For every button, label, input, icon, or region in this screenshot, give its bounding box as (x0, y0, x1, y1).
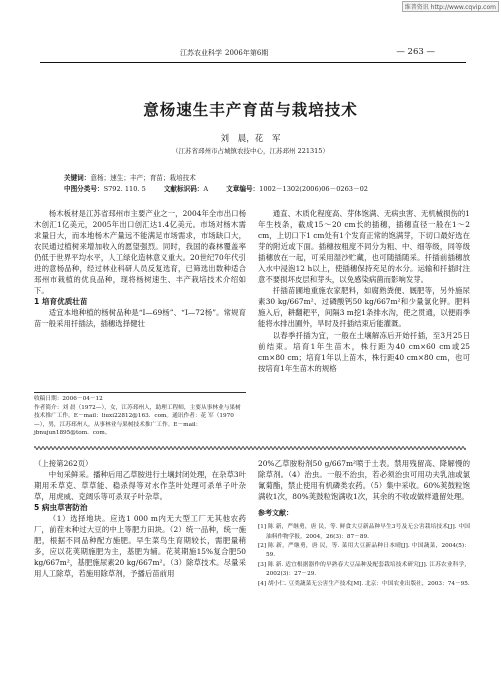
authors: 刘 晨，花 军 (220, 134, 281, 144)
section-1-paragraph: 适宜本地种植的杨树品种是“I—69杨”、“I—72杨”。常规育苗一般采用扦插法，插穗选择健壮 (34, 308, 246, 329)
left-column-bottom (34, 458, 246, 580)
page-number: — 263 — (396, 47, 435, 57)
keywords-block (64, 173, 368, 195)
clc-value: S792. 110. 5 (103, 185, 146, 193)
clc-label: 中图分类号： (64, 185, 104, 193)
reference-item: [2] 陈 新，严继勇，唐 民，等. 菜用大豆新品种日本晴[J]. 中国蔬菜，2004(5)：59. (258, 543, 470, 559)
author-bio: 作者简介：刘 晨（1972—），女，江苏邳州人，助理工程师，主要从事林业与果树技术推广工作。E－mail：liuxi22812@163．com。通讯作者：花 军（1970—），男，江苏邳州人，从事林业与果树技术推广工作。E－mail：jbnujun1895@tom．com。 (34, 404, 241, 437)
keywords-line (64, 173, 368, 184)
article-number-value: 1002－1302(2006)06－0263－02 (259, 185, 368, 193)
watermark: 维普资讯 http://www.cqvip.com (402, 1, 499, 12)
right-continued-paragraph: 20%乙草胺粉剂50 g/667m²喷于土表。禁用残留高、降解慢的除草剂。（4）治虫。一般不治虫，若必须治虫可用功夫乳油或氯氰菊酯，禁止使用有机磷类农药。（5）集中采收。60%荚鼓粒饱满收1次，80%荚鼓粒饱满收1次，其余的不收或做样遗留处理。 (258, 459, 470, 502)
issue-number: 2006年第6期 (225, 49, 269, 57)
keywords-label: 关键词： (64, 174, 91, 182)
received-date: 收稿日期：2006－04－12 (34, 396, 103, 402)
continued-paragraph: 中旬采鲜采。播种后用乙草胺进行土壤封闭处理，在杂草3叶期用禾草克、草草能、稳杀得等对水作茎叶处理可杀单子叶杂草，用虎威、克阔乐等可杀双子叶杂草。 (34, 470, 246, 502)
reference-item: [3] 陈 新. 适宜根据器作的早熟春大豆品种及配套栽培技术研究[J]. 江苏农业科学，2002(3)：27－29. (258, 561, 470, 578)
footnote-rule (34, 392, 246, 393)
intro-paragraph: 杨木板材是江苏省邳州市主要产业之一，2004年全市出口杨木创汇1亿美元，2005年出口创汇达1.4亿美元。市场对杨木需求量日大，而本地杨木产量远不能满足市场需求，市场缺口大，农民通过植树来增加收入的愿望强烈。同时，我国的森林覆盖率仍低于世界平均水平，人工绿化造林意义重大。20世纪70年代引进的意杨品种，经过林业科研人员反复选育，已筛选出数种适合邳州市栽植的优良品种，现将杨树速生、丰产栽培技术介绍如下。 (34, 209, 246, 296)
right-paragraph-2: 扦插苗圃地重施农家肥料，如腐熟粪便、厩肥等，另外施尿素30 kg/667m²、过磷酸钙50 kg/667m²和少量氯化钾。肥料施入后，耕翻耙平，间隔3 m挖1条排水沟，使之贯通，以便雨季能将水排出圃外，旱时及扦插结束后能灌溉。 (258, 286, 470, 329)
right-paragraph-1: 通直、木质化程度高、芽体饱满、无病虫害、无机械损伤的1年生枝条，截成15～20 cm长的插穗，插穗直径一般在1～2 cm，上切口下1 cm处有1个发育正常的饱满芽，下切口最好选在芽的附近或下面。插穗按粗度不同分为粗、中、细等级，同等级插穗放在一起，可采用湿沙贮藏，也可随插随采。扦插前插穗放入水中浸泡12 h以上，使插穗保持充足的水分。运输和扦插时注意不要损坏皮层和芽头，以免感染病菌而影响发芽。 (258, 209, 470, 285)
journal-name: 江苏农业科学 (180, 49, 222, 57)
footnote (34, 395, 246, 438)
wavy-separator (34, 445, 466, 451)
doc-code-value: A (203, 185, 209, 193)
right-column-bottom (258, 458, 470, 589)
section-5-heading: 5 病虫草害防治 (34, 503, 88, 513)
continued-from: （上接第262页） (34, 459, 93, 468)
article-title: 意杨速生丰产育苗与栽培技术 (143, 100, 358, 119)
references-list (258, 523, 470, 589)
affiliation: （江苏省邳州市占城镇农技中心，江苏邳州 221315） (172, 147, 329, 155)
keywords-text: 意杨；速生；丰产；育苗；栽培技术 (90, 174, 196, 182)
section-5-paragraph: （1）选择地块。应选1 000 m内无大型工厂无其他农药厂，前茬未种过大豆的中上等肥力田块。（2）统一品种，统一施肥，根据不同品种配方施肥。早生菜鸟生育期较长，需肥量稍多，应以花荚期施肥为主，基肥为辅。花荚期施15%复合肥50 kg/667m²，基肥施尿素20 kg/667m²。（3）除草技术。尽量采用人工除草，若施用除草剂，予播后苗前用 (34, 514, 246, 579)
reference-item: [4] 胡小仁. 豆类蔬菜无公害生产技术[M]. 北京：中国农业出版社，2003：74－95. (258, 580, 470, 587)
doc-code-label: 文献标识码： (163, 185, 204, 193)
references-heading: 参考文献： (258, 509, 293, 518)
left-column-top (34, 208, 246, 330)
section-1-heading: 1 培育优质壮苗 (34, 297, 88, 307)
header-rule (40, 62, 466, 63)
right-paragraph-3: 以春季扦插为宜，一般在土壤解冻后开始扦插，至3月25日前结束。培育1年生苗木，株行距为40 cm×60 cm或25 cm×80 cm；培育1年以上苗木，株行距40 cm×80 cm，也可按培育1年生苗木的规格 (258, 330, 470, 373)
article-number-label: 文章编号： (226, 185, 260, 193)
reference-item: [1] 陈 新，严继勇，唐 民，等. 鲜食大豆新品种早生3号及无公害栽培技术[J]. 中国油料作物学报，2004，26(3)：87－89. (258, 524, 470, 540)
running-head (0, 47, 501, 61)
meta-line (64, 184, 368, 195)
right-column-body (258, 208, 470, 374)
